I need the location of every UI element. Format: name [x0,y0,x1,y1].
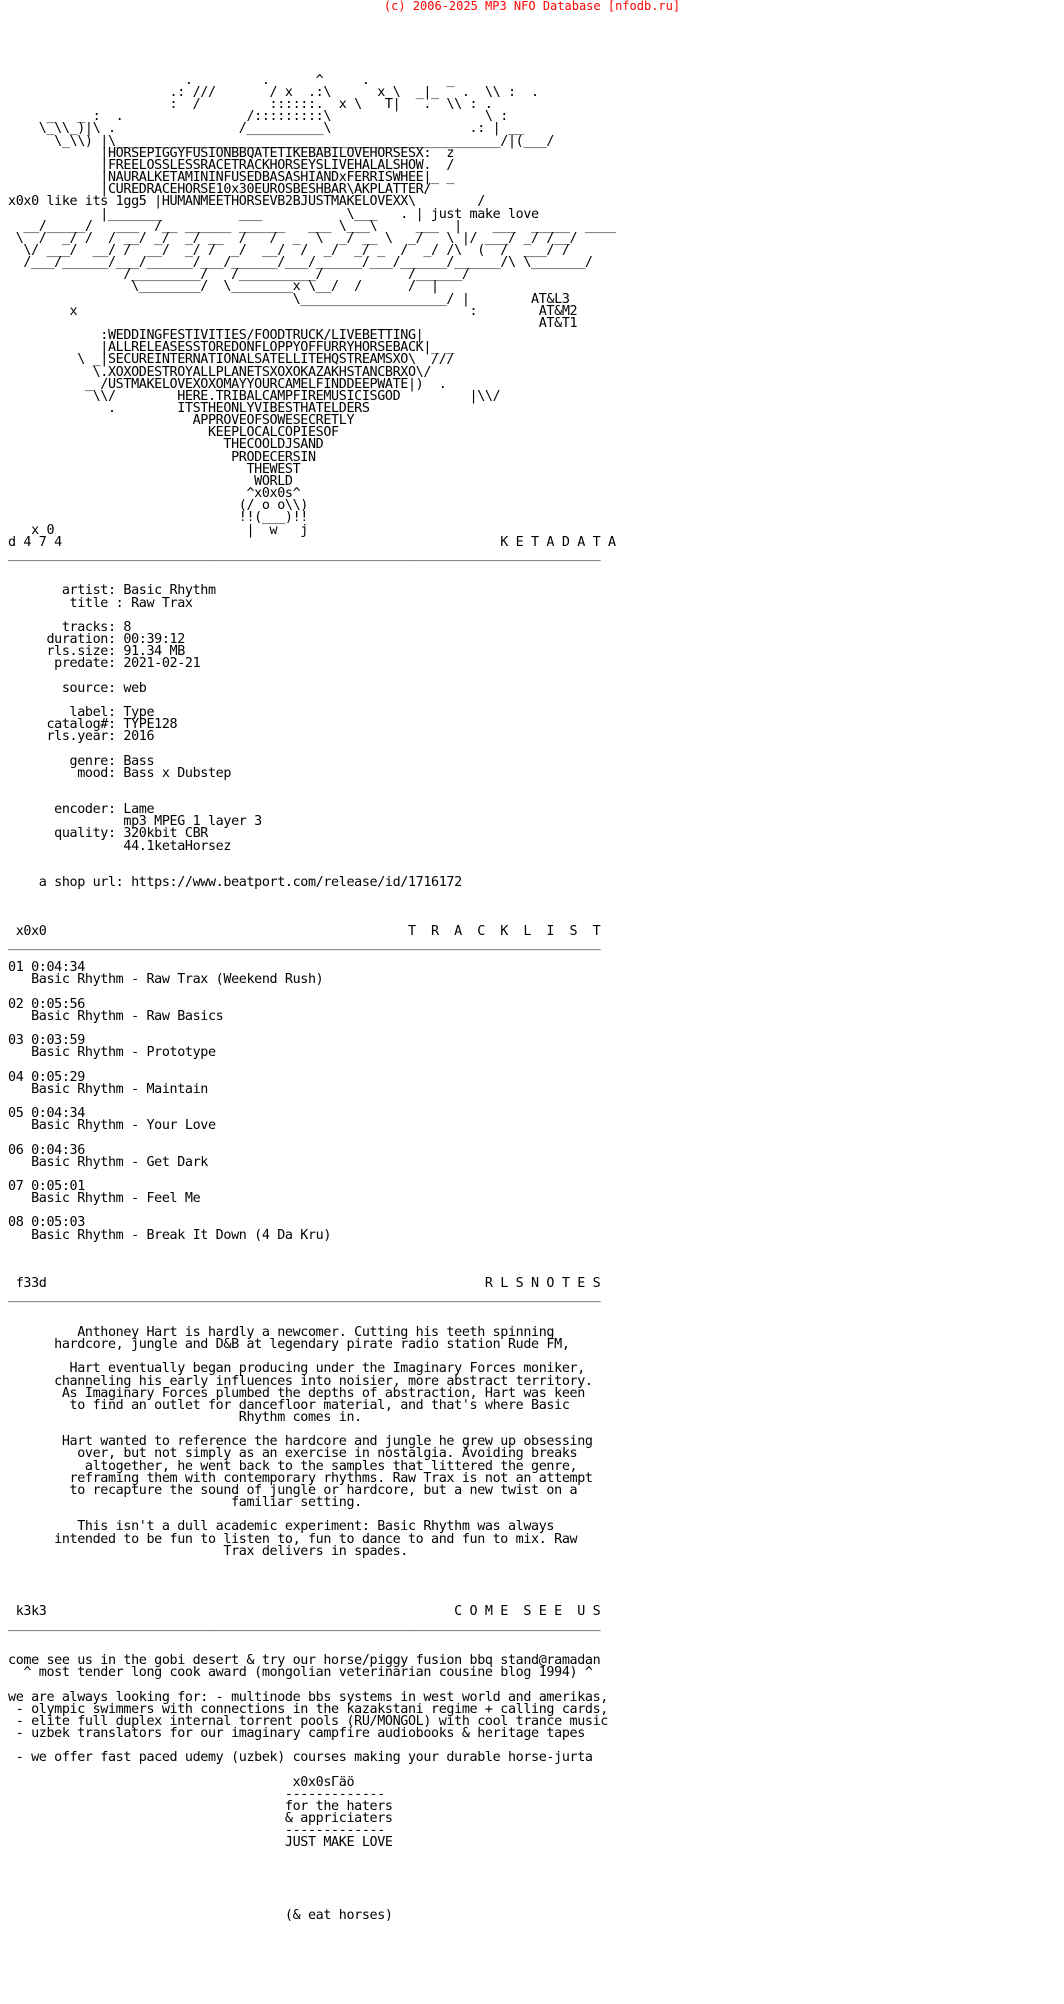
site-copyright-header: (c) 2006-2025 MP3 NFO Database [nfodb.ru] [383,0,681,13]
nfo-text: . . ^ . _ .: /// / x .:\ x \ _|_ . \\ : . : / ::::::. x \ T| . \\ : . _ _ : . /:::::::::\ \ : \_\\_)|\ . /__________\ .: | __ \_\\) |\__________________________________________________/|(___/ |HORSEPIGGYFUSIONBBQATETIKEBABILOVEHORSESX: z |FREELOSSLESSRACETRACKHORSEYSLIVEHALALSHOW. / |NAURALKETAMININFUSEDBASASHIANDxFERRISWHEE|_ _ |CUREDRACEHORSE10x30EUROSBESHBAR\AKPLATTER/ x0x0 like its 1gg5 |HUMANMEETHORSEVB2BJUSTMAKELOVEXX\ / |_______ ___ \___ . | just make love __/_____/ ___ /__ ______ ______ ___ \___\ ___ | ___ _____ ____ \ / _/ / / __/ _/ _/ __ / / _ \ _/ __ \ _/ \ |/ ___/ _/ /__/ \/ ___/ __/ / __/ _/ / _/ __/ / _/ _/ _ / _/ /\ ( / ___/ / /___/______/___/______/___/______/___/______/___/______/______/\ \_______/ /_________/ /__________/ /______/ \________/ \________x \__/ / / | \___________________/ | AT&L3 x : AT&M2 AT&T1 :WEDDINGFESTIVITIES/FOODTRUCK/LIVEBETTING| |ALLRELEASESSTOREDONFLOPPYOFFURRYHORSEBACK|_ _ \ _|SECUREINTERNATIONALSATELLITEHQSTREAMSXO\ /// \.XOXODESTROYALLPLANETSXOXOKAZAKHSTANCBRXO\/ _ /USTMAKELOVEXOXOMAYYOURCAMELFINDDEEPWATE|) . \\/ HERE.TRIBALCAMPFIREMUSICISGOD |\\/ . ITSTHEONLYVIBESTHATELDERS APPROVEOFSOWESECRETLY KEEPLOCALCOPIESOF THECOOLDJSAND PRODECERSIN THEWEST WORLD ^x0x0s^ (/ o o\\) !!(___)!! x 0 | w j d 4 7 4 K E T A D A T A _____________________________________________________________________________ artist: Basic Rhythm title : Raw Trax tracks: 8 duration: 00:39:12 rls.size: 91.34 MB predate: 2021-02-21 source: web label: Type catalog#: TYPE128 rls.year: 2016 genre: Bass mood: Bass x Dubstep encoder: Lame mp3 MPEG 1 layer 3 quality: 320kbit CBR 44.1ketaHorsez a shop url: https://www.beatport.com/release/id/1716172 x0x0 T R A C K L I S T _____________________________________________________________________________ 01 0:04:34 Basic Rhythm - Raw Trax (Weekend Rush) 02 0:05:56 Basic Rhythm - Raw Basics 03 0:03:59 Basic Rhythm - Prototype 04 0:05:29 Basic Rhythm - Maintain 05 0:04:34 Basic Rhythm - Your Love 06 0:04:36 Basic Rhythm - Get Dark 07 0:05:01 Basic Rhythm - Feel Me 08 0:05:03 Basic Rhythm - Break It Down (4 Da Kru) f33d R L S N O T E S _____________________________________________________________________________ Anthoney Hart is hardly a newcomer. Cutting his teeth spinning hardcore, jungle and D&B at legendary pirate radio station Rude FM, Hart eventually began producing under the Imaginary Forces moniker, channeling his early influences into noisier, more abstract territory. As Imaginary Forces plumbed the depths of abstraction, Hart was keen to find an outlet for dancefloor material, and that's where Basic Rhythm comes in. Hart wanted to reference the hardcore and jungle he grew up obsessing over, but not simply as an exercise in nostalgia. Avoiding breaks altogether, he went back to the samples that littered the genre, reframing them with contemporary rhythms. Raw Trax is not an attempt to recapture the sound of jungle or hardcore, but a new twist on a familiar setting. This isn't a dull academic experiment: Basic Rhythm was always intended to be fun to listen to, fun to dance to and fun to mix. Raw Trax delivers in spades. k3k3 C O M E S E E U S _____________________________________________________________________________ come see us in the gobi desert & try our horse/piggy fusion bbq stand@ramadan ^ most tender long cook award (mongolian veterinarian cousine blog 1994) ^ we are always looking for: - multinode bbs systems in west world and amerikas, - olympic swimmers with connections in the kazakstani regime + calling cards, - elite full duplex internal torrent pools (RU/MONGOL) with cool trance music - uzbek translators for our imaginary campfire audiobooks & heritage tapes - we offer fast paced udemy (uzbek) courses making your durable horse-jurta x0x0sГäö ------------- for the haters & appriciaters ------------- JUST MAKE LOVE (& eat horses) [8,72,616,1924]
